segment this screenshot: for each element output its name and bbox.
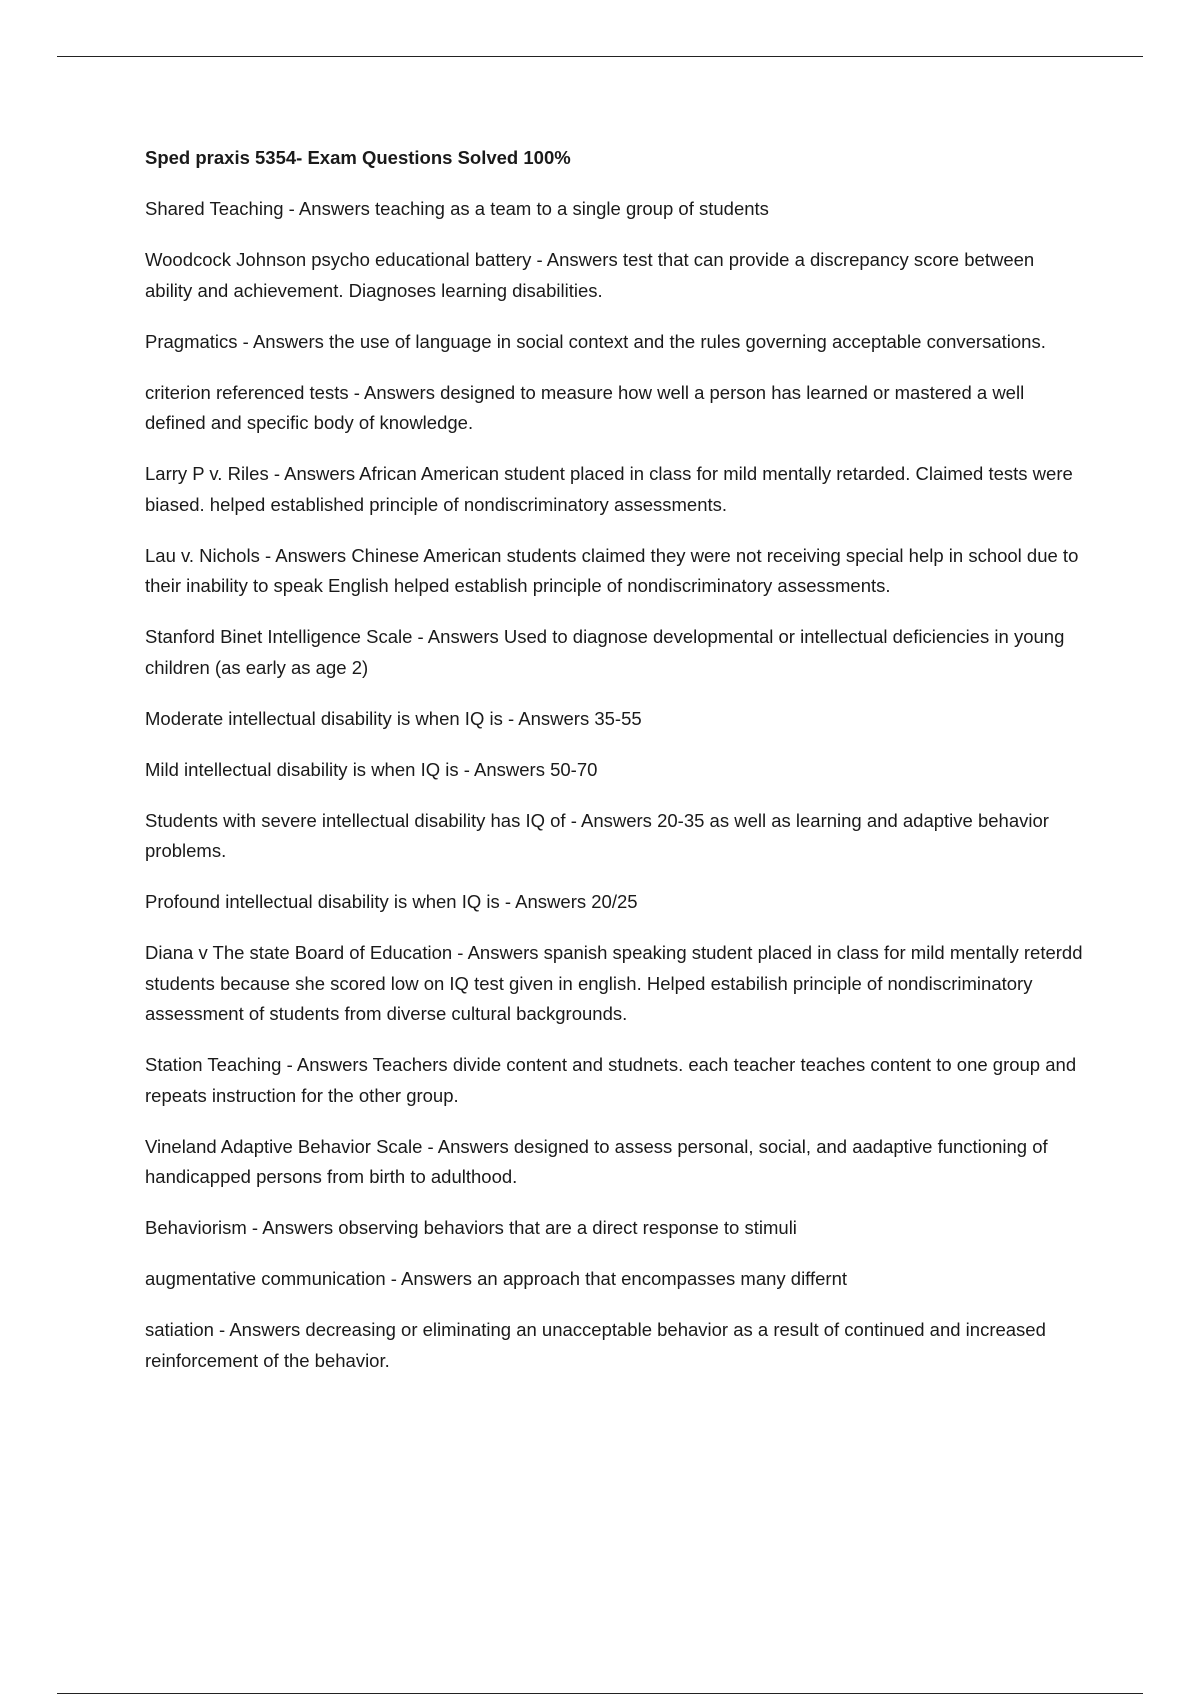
document-body (145, 143, 1085, 1397)
qa-entry: Profound intellectual disability is when IQ is - Answers 20/25 (145, 891, 638, 912)
qa-entry: Students with severe intellectual disability has IQ of - Answers 20-35 as well as learning and adaptive behavior problems. (145, 809, 1049, 861)
qa-entry: Lau v. Nichols - Answers Chinese American students claimed they were not receiving special help in school due to their inability to speak English helped establish principle of nondiscriminatory assessments. (145, 544, 1079, 596)
top-divider (57, 56, 1143, 57)
document-title: Sped praxis 5354- Exam Questions Solved 100% (145, 147, 571, 168)
qa-entry: satiation - Answers decreasing or eliminating an unacceptable behavior as a result of continued and increased reinforcement of the behavior. (145, 1319, 1046, 1371)
qa-list (145, 194, 1085, 1376)
qa-entry: Diana v The state Board of Education - Answers spanish speaking student placed in class for mild mentally reterdd students because she scored low on IQ test given in english. Helped estabilish principle of nondiscriminatory assessment of students from diverse cultural backgrounds. (145, 942, 1083, 1024)
qa-entry: Shared Teaching - Answers teaching as a team to a single group of students (145, 198, 769, 219)
qa-entry: Moderate intellectual disability is when IQ is - Answers 35-55 (145, 707, 642, 729)
bottom-divider (57, 1693, 1143, 1694)
qa-entry: Mild intellectual disability is when IQ is - Answers 50-70 (145, 758, 598, 780)
qa-entry: Stanford Binet Intelligence Scale - Answers Used to diagnose developmental or intellectual deficiencies in young children (as early as age 2) (145, 626, 1065, 678)
qa-entry: augmentative communication - Answers an approach that encompasses many differnt (145, 1268, 848, 1289)
qa-entry: Behaviorism - Answers observing behaviors that are a direct response to stimuli (145, 1217, 797, 1238)
qa-entry: Vineland Adaptive Behavior Scale - Answers designed to assess personal, social, and aadaptive functioning of handicapped persons from birth to adulthood. (145, 1135, 1048, 1187)
qa-entry: criterion referenced tests - Answers designed to measure how well a person has learned or mastered a well defined and specific body of knowledge. (145, 381, 1025, 433)
qa-entry: Station Teaching - Answers Teachers divide content and studnets. each teacher teaches content to one group and repeats instruction for the other group. (145, 1054, 1077, 1106)
qa-entry: Woodcock Johnson psycho educational battery - Answers test that can provide a discrepancy score between ability and achievement. Diagnoses learning disabilities. (145, 249, 1035, 301)
qa-entry: Larry P v. Riles - Answers African American student placed in class for mild mentally retarded. Claimed tests were biased. helped established principle of nondiscriminatory assessments. (145, 463, 1073, 515)
qa-entry: Pragmatics - Answers the use of language in social context and the rules governing acceptable conversations. (145, 330, 1046, 352)
